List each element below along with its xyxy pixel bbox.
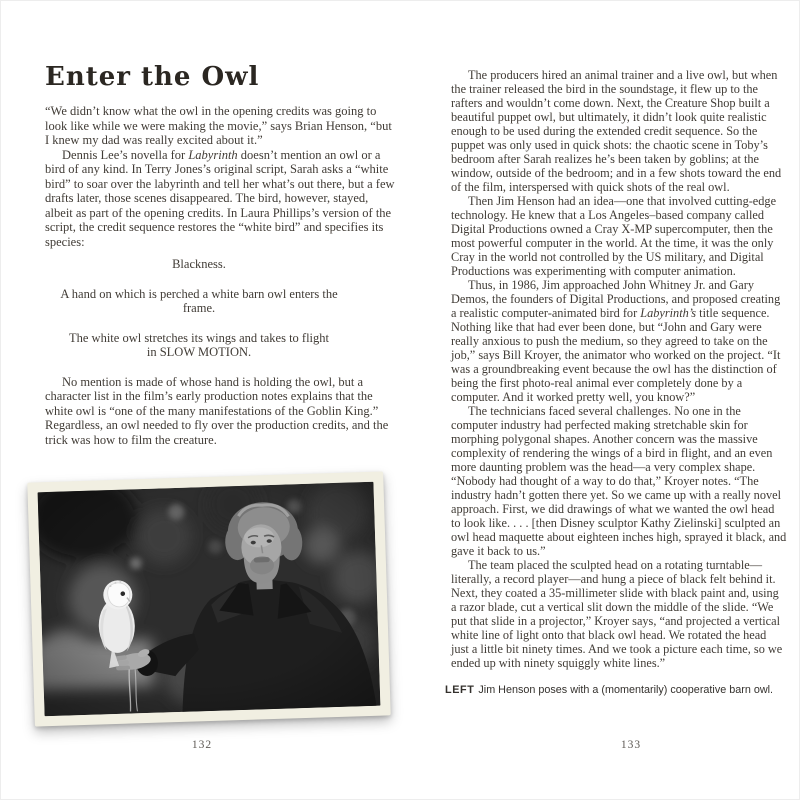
photo-frame: [27, 471, 390, 726]
paragraph: [45, 104, 395, 148]
left-column-text-top: [45, 104, 395, 249]
paragraph: [451, 194, 787, 278]
script-excerpt: [45, 257, 395, 360]
text-run: “We didn’t know what the owl in the opening credits was going to look like while we were making the movie,” says Brian Henson, “but I knew my dad was really excited about it.”: [45, 104, 392, 148]
photo-caption: [445, 684, 787, 697]
photo-jim-henson-owl: [38, 482, 381, 716]
paragraph: [451, 278, 787, 404]
text-run: The producers hired an animal trainer and a live owl, but when the trainer released the bird in the soundstage, it flew up to the rafters and wouldn’t come down. Next, the Creature Shop built a beautiful puppet owl, but ultimately, it didn’t look quite realistic enough to be used during the extended credit sequence. So the puppet was only used in quick shots: the chaotic scene in Toby’s bedroom after Sarah realizes he’s been taken by goblins; at the window, outside of the bedroom; and in a few shots toward the end of the film, interspersed with quick shots of the real owl.: [451, 68, 782, 194]
paragraph: [451, 558, 787, 670]
paragraph: [451, 404, 787, 558]
text-run: Thus, in 1986, Jim approached John Whitney Jr. and Gary Demos, the founders of Digital Productions, and proposed creating a realistic computer-animated bird for: [451, 278, 781, 320]
text-run: Dennis Lee’s novella for: [62, 147, 189, 162]
italic-text: Labyrinth’s: [640, 306, 697, 320]
chapter-title: Enter the Owl: [45, 62, 260, 92]
text-run: Then Jim Henson had an idea—one that involved cutting-edge technology. He knew that a Los Angeles–based company called Digital Productions owned a Cray X-MP supercomputer, then the most powerful computer in the world. At the time, it was the only Cray in the world not controlled by the US military, and Digital Productions was experimenting with computer animation.: [451, 194, 777, 278]
paragraph: [45, 375, 395, 448]
text-run: No mention is made of whose hand is holding the owl, but a character list in the film’s early production notes explains that the white owl is “one of the many manifestations of the Goblin King.” Regardless, an owl needed to fly over the production credits, and the trick was how to film the creature.: [45, 374, 389, 447]
text-run: The team placed the sculpted head on a rotating turntable—literally, a record player—and hung a piece of black felt behind it. Next, they coated a 35-millimeter slide with black paint and, using a razor blade, cut a vertical slit down the middle of the slide. “We put that slide in a projector,” Kroyer says, “and projected a vertical white line of light onto that black owl head. We rotated the head just a little bit ninety times. And we took a picture each time, so we ended up with ninety squiggly white lines.”: [451, 558, 783, 670]
text-run: doesn’t mention an owl or a bird of any kind. In Terry Jones’s original script, Sarah asks a “white bird” to soar over the labyrinth and tell her what’s out there, but a few drafts later, those scenes disappeared. The bird, however, stayed, albeit as part of the opening credits. In Laura Phillips’s version of the script, the credit sequence restores the “white bird” and specifies its species:: [45, 147, 395, 249]
excerpt-line: The white owl stretches its wings and takes to flight in SLOW MOTION.: [68, 330, 330, 360]
page-number-left: 132: [191, 739, 213, 751]
right-column-text: [451, 68, 787, 670]
caption-text: Jim Henson poses with a (momentarily) cooperative barn owl.: [478, 684, 774, 696]
text-run: title sequence. Nothing like that had ever been done, but “John and Gary were really anxious to push the medium, so they agreed to take on the job,” says Bill Kroyer, the animator who worked on the project. “It was a groundbreaking event because the owl has the distinction of being the first photo-real animal ever completely done by a computer. And it worked pretty well, you know?”: [451, 306, 781, 404]
right-page: [445, 68, 787, 696]
italic-text: Labyrinth: [188, 147, 238, 162]
paragraph: [45, 148, 395, 250]
paragraph: [451, 68, 787, 194]
text-run: The technicians faced several challenges. No one in the computer industry had perfected making stretchable skin for morphing polygonal shapes. Another concern was the massive complexity of rendering the wings of a bird in flight, and an even more daunting problem was the head—a very complex shape. “Nobody had thought of a way to do that,” Kroyer notes. “The industry hadn’t gotten there yet. So we came up with a really novel approach. First, we did drawings of what we wanted the owl head to look like. . . . [then Disney sculptor Kathy Zielinski] sculpted an owl head maquette about eighteen inches high, sprayed it black, and gave it back to us.”: [451, 404, 787, 558]
left-page: [45, 64, 395, 447]
left-column-text-bottom: [45, 375, 395, 448]
excerpt-line: A hand on which is perched a white barn owl enters the frame.: [60, 286, 338, 316]
excerpt-line: Blackness.: [172, 257, 226, 272]
caption-label: LEFT: [445, 684, 475, 696]
page-number-right: 133: [620, 739, 642, 751]
